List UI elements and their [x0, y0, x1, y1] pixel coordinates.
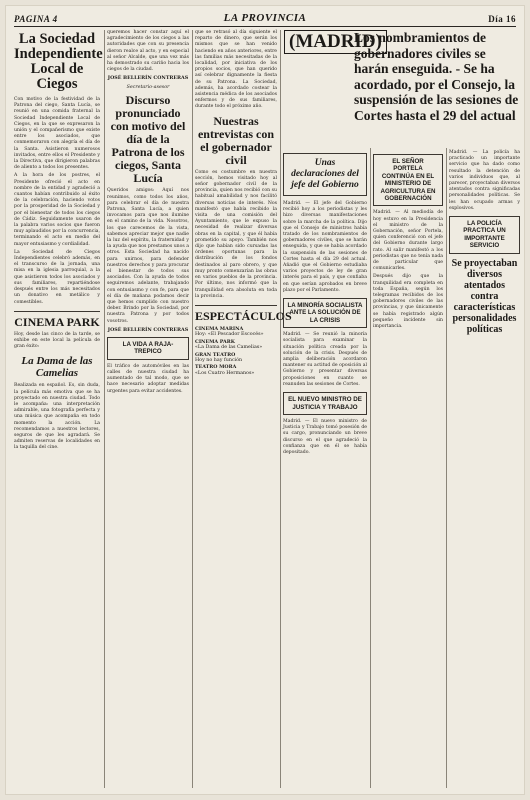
- column-rule: [280, 30, 281, 788]
- article-text: queremos hacer constar aquí el agradecimiento de los ciegos a las autoridades que con su presencia dieron realce al acto, y en especial al señor Alcalde, que una vez más ha demostrado su cariño hacia los ciegos de la ciudad.: [107, 30, 189, 73]
- boxed-headline: LA VIDA A RAJA-TREPICO: [107, 337, 189, 360]
- subhead-declaraciones: Unas declaraciones del jefe del Gobierno: [283, 153, 367, 196]
- dateline-madrid: (MADRID): [284, 30, 387, 54]
- article-text: Realizada en español. Es, sin duda, la película más emotiva que se ha proyectado en nuestra ciudad. Todo le acompaña: una interpretación admirable, una fotografía perfecta y una música que acompaña en todo momento la acción. La recomendamos a nuestros lectores, seguros de que les agradará. Se admiten reservas de localidades en la taquilla del cine.: [14, 383, 100, 451]
- section-title-espectaculos: ESPECTÁCULOS: [195, 308, 292, 323]
- list-item: CINEMA MARINA: [195, 325, 244, 332]
- subhead-atentados: Se proyectaban diversos atentados contra características personalidades políticas: [451, 257, 518, 335]
- article-text: Hoy, desde las cinco de la tarde, se exhibe en este local la película de gran éxito:: [14, 331, 100, 350]
- article-text: Como es costumbre en nuestra sección, hemos visitado hoy al señor gobernador civil de la provincia, quien nos recibió con su habitual amabilidad y nos facilitó diversas noticias de interés. Nos manifestó que había recibido la visita de una comisión del Ayuntamiento, que le expuso la necesidad de realizar diversas obras en la capital, y que él había prometido su apoyo. También nos dijo que habían sido cursadas las órdenes oportunas para la distribución de los fondos destinados al paro obrero, y que muy pronto comenzarían las obras en varios pueblos de la provincia. Por último, nos informó que la tranquilidad era absoluta en toda la provincia.: [195, 169, 277, 299]
- article-text: Madrid. — Al mediodía de hoy estuvo en la Presidencia el ministro de la Gobernación, señor Portela, quien conferenció con el jefe del Gobierno durante largo rato. Al salir manifestó a los periodistas que no tenía nada de particular que comunicarles.: [373, 210, 443, 272]
- article-text: La Sociedad de Ciegos Independientes celebró además, en el transcurso de la jornada, una misa en la iglesia parroquial, a la que asistieron todos los asociados y sus familiares, repartiéndose después entre los más necesitados un donativo en metálico y comestibles.: [14, 249, 100, 305]
- signature: JOSÉ BELLERÍN CONTRERAS: [107, 75, 189, 82]
- column-5: [373, 150, 443, 790]
- signature-role: Secretario-asesor: [126, 85, 170, 91]
- divider: [195, 305, 277, 306]
- newspaper-page: [6, 6, 524, 794]
- paper-name: LA PROVINCIA: [223, 12, 307, 24]
- article-text: Queridos amigos: Aquí nos reunimos, como todos los años, para celebrar el día de nuestra Patrona, Santa Lucía, a quien invocamos para que nos ilumine en el camino de la vida. Nosotros, los que carecemos de la vista, sabemos apreciar mejor que nadie la luz del espíritu, la fraternidad y la ayuda que nos prestamos unos a otros. Esta Sociedad ha nacido para unirnos, para defender nuestros derechos y para procurar el bienestar de todos sus asociados. Con la ayuda de todos seguiremos adelante, trabajando con entusiasmo y con fe, para que el día de mañana podamos decir que hemos cumplido con nuestro deber. Brindo por la Sociedad, por nuestra Patrona y por todos vosotros.: [107, 188, 189, 324]
- column-6: [449, 150, 520, 790]
- list-item: «Los Cuatro Hermanos»: [195, 370, 255, 376]
- article-text: A la hora de los postres, el Presidente ofreció el acto en nombre de la entidad y agradeció a cuantos habían contribuido al éxito de la celebración, haciendo votos por la prosperidad de la Sociedad y por el bienestar de todos los ciegos de Cádiz. Seguidamente usaron de la palabra varios socios que fueron muy aplaudidos por la concurrencia, terminando el acto en medio del mayor entusiasmo y cordialidad.: [14, 173, 100, 247]
- column-rule: [192, 30, 193, 788]
- masthead: [14, 10, 516, 27]
- column-1: [14, 30, 103, 790]
- divider: [14, 311, 100, 312]
- article-text: Con motivo de la festividad de la Patrona del ciego, Santa Lucía, se reunió en una comida fraternal la Sociedad Independiente Local de Ciegos, en la que se expresaron la unión y el compañerismo que existe entre los asociados, que conmemoraron con alegría el día de la Santa. Asistieron numerosos invitados, entre ellos el Presidente y la Directiva, que dirigieron palabras de aliento a todos los presentes.: [14, 97, 100, 171]
- boxed-headline: EL NUEVO MINISTRO DE JUSTICIA Y TRABAJO: [283, 392, 367, 415]
- article-text: Madrid. — Se reunió la minoría socialista para examinar la situación política creada por la solución de la crisis. Después de amplia deliberación acordaron mantener su actitud de oposición al Gobierno y presentar diversas proposiciones en cuanto se reanuden las sesiones de Cortes.: [283, 332, 367, 387]
- article-text: Después dijo que la tranquilidad era completa en toda España, según los telegramas recibidos de los gobernadores civiles de las provincias, y que únicamente se había registrado algún pequeño incidente sin importancia.: [373, 274, 443, 330]
- column-rule: [104, 30, 105, 788]
- article-text: Madrid. — El nuevo ministro de Justicia y Trabajo tomó posesión de su cargo, pronunciando un breve discurso en el que agradeció la confianza que en él se había depositado.: [283, 418, 367, 455]
- boxed-headline: LA POLICÍA PRACTICA UN IMPORTANTE SERVICIO: [449, 216, 520, 254]
- column-2: [107, 30, 189, 790]
- article-text: Madrid. — El jefe del Gobierno recibió hoy a los periodistas y les hizo diversas manifestaciones sobre la marcha de la política. Dijo que el Consejo de ministros había tratado de los nombramientos de gobernadores civiles, que se harán enseguida, y que se había acordado la suspensión de las sesiones de Cortes hasta el día 29 del actual. Añadió que el Gobierno estudiaba varios proyectos de ley de gran interés para el país, y que confiaba en que serían aprobados en breve plazo por el Parlamento.: [283, 201, 367, 293]
- column-rule: [446, 148, 447, 788]
- column-rule: [370, 148, 371, 788]
- article-text: que se retrasó al día siguiente el reparto de dinero, que serán los mismos que se han venido haciendo en años anteriores, entre las familias más necesitadas de la localidad, por iniciativa de los propios socios, que han querido así celebrar dignamente la fiesta de su Patrona. La Sociedad, además, ha acordado costear la asistencia médica de los asociados enfermos y de sus familiares, durante todo el próximo año.: [195, 30, 277, 110]
- column-3: [195, 30, 292, 790]
- boxed-headline: EL SEÑOR PORTELA CONTINÚA EN EL MINISTERIO DE AGRICULTURA EN GOBERNACIÓN: [373, 154, 443, 206]
- boxed-headline: LA MINORÍA SOCIALISTA ANTE LA SOLUCIÓN DE LA CRISIS: [283, 298, 367, 328]
- page-label: PAGINA 4: [14, 14, 58, 24]
- banner-headline-top: [354, 30, 520, 123]
- section-title-cinema-park: CINEMA PARK: [14, 314, 100, 329]
- signature: JOSÉ BELLERÍN CONTRERAS: [107, 326, 189, 333]
- list-item: TEATRO MORA: [195, 364, 237, 371]
- list-item: «La Dama de las Camelias»: [195, 345, 263, 351]
- headline-sociedad-ciegos: La Sociedad Independiente Local de Ciegos: [14, 31, 103, 92]
- list-item: CINEMA PARK: [195, 338, 235, 345]
- article-text: Madrid. — La policía ha practicado un importante servicio que ha dado como resultado la detención de varios individuos que, al parecer, proyectaban diversos atentados contra significadas personalidades políticas. Se les han ocupado armas y explosivos.: [449, 150, 520, 211]
- film-title: La Dama de las Camelias: [21, 355, 93, 380]
- day-label: Día 16: [488, 14, 516, 24]
- headline-discurso: Discurso pronunciado con motivo del día de la Patrona de los ciegos, Santa Lucía: [110, 93, 186, 186]
- list-item: GRAN TEATRO: [195, 351, 236, 358]
- list-item: Hoy: «El Pescador Escocés»: [195, 332, 264, 338]
- list-item: Hoy no hay función: [195, 357, 243, 363]
- article-text: El tráfico de automóviles en las calles de nuestra ciudad ha aumentado de tal modo, que se hace necesario adoptar medidas urgentes para evitar accidentes.: [107, 363, 189, 394]
- column-4: [283, 150, 367, 790]
- headline-entrevistas: Nuestras entrevistas con el gobernador civil: [197, 113, 275, 167]
- banner-headline: Los nombramientos de gobernadores civiles se harán enseguida. - Se ha acordado, por el Consejo, la suspensión de las sesiones de Cortes hasta el 29 del actual: [354, 30, 519, 123]
